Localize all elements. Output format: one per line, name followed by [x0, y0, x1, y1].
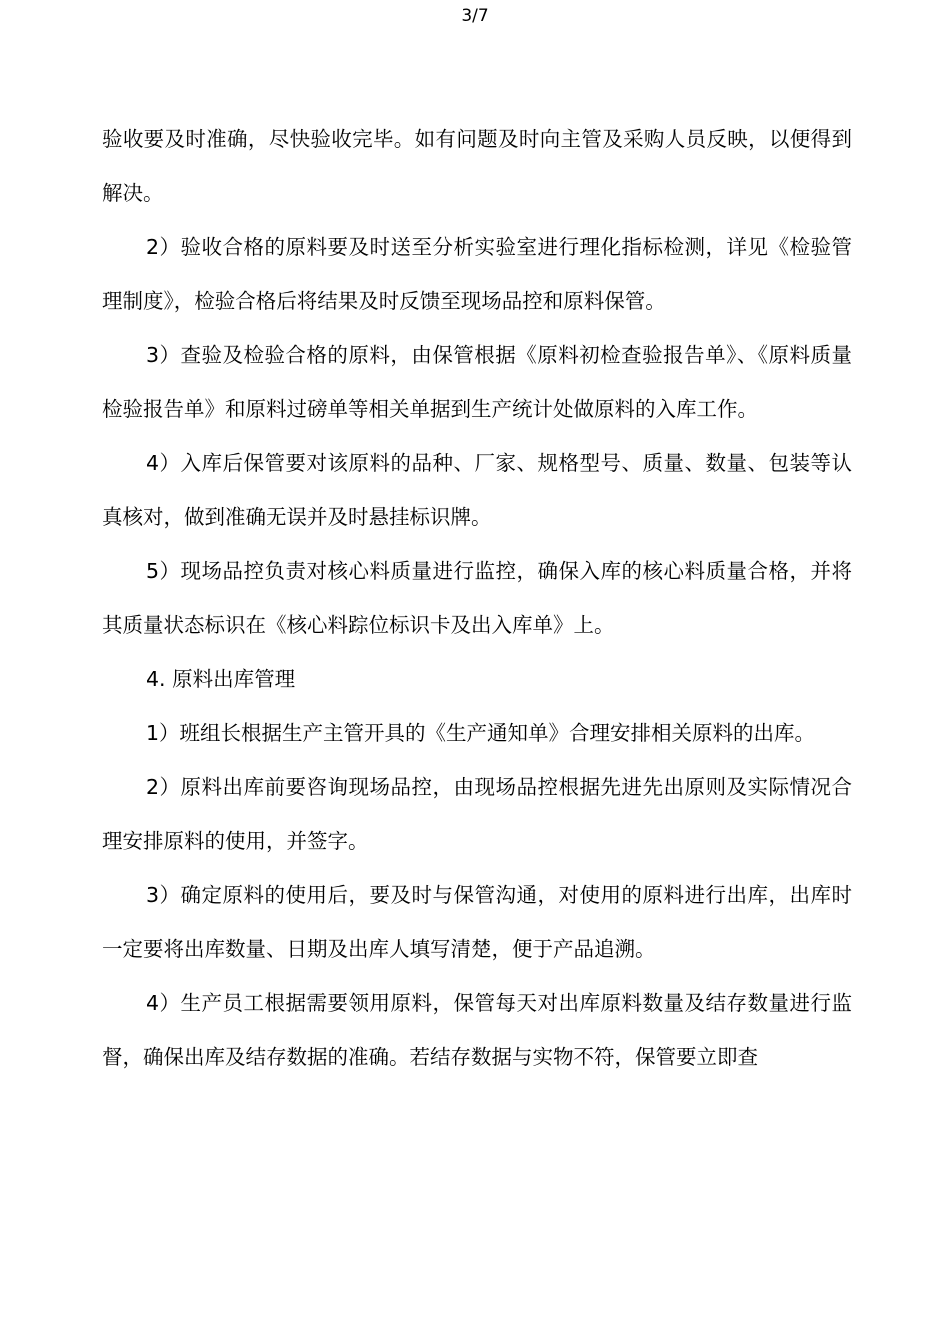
section-heading: 4. 原料出库管理 — [146, 667, 296, 691]
paragraph-item-2: 2）验收合格的原料要及时送至分析实验室进行理化指标检测，详见《检验管理制度》，检验合格后将结果及时反馈至现场品控和原料保管。 — [102, 235, 852, 313]
page-number: 3/7 — [461, 6, 489, 26]
paragraph-continuation: 验收要及时准确，尽快验收完毕。如有问题及时向主管及采购人员反映，以便得到解决。 — [102, 127, 852, 205]
paragraph-item-4: 4）入库后保管要对该原料的品种、厂家、规格型号、质量、数量、包装等认真核对，做到准确无误并及时悬挂标识牌。 — [102, 451, 852, 529]
document-body — [102, 112, 852, 1084]
paragraph-outbound-3: 3）确定原料的使用后，要及时与保管沟通，对使用的原料进行出库，出库时一定要将出库数量、日期及出库人填写清楚，便于产品追溯。 — [102, 883, 852, 961]
paragraph-outbound-4: 4）生产员工根据需要领用原料，保管每天对出库原料数量及结存数量进行监督，确保出库及结存数据的准确。若结存数据与实物不符，保管要立即查 — [102, 991, 852, 1069]
paragraph-item-5: 5）现场品控负责对核心料质量进行监控，确保入库的核心料质量合格，并将其质量状态标识在《核心料踪位标识卡及出入库单》上。 — [102, 559, 852, 637]
paragraph-item-3: 3）查验及检验合格的原料，由保管根据《原料初检查验报告单》、《原料质量检验报告单》和原料过磅单等相关单据到生产统计处做原料的入库工作。 — [102, 343, 852, 421]
paragraph-outbound-1: 1）班组长根据生产主管开具的《生产通知单》合理安排相关原料的出库。 — [146, 721, 816, 745]
paragraph-outbound-2: 2）原料出库前要咨询现场品控，由现场品控根据先进先出原则及实际情况合理安排原料的使用，并签字。 — [102, 775, 852, 853]
